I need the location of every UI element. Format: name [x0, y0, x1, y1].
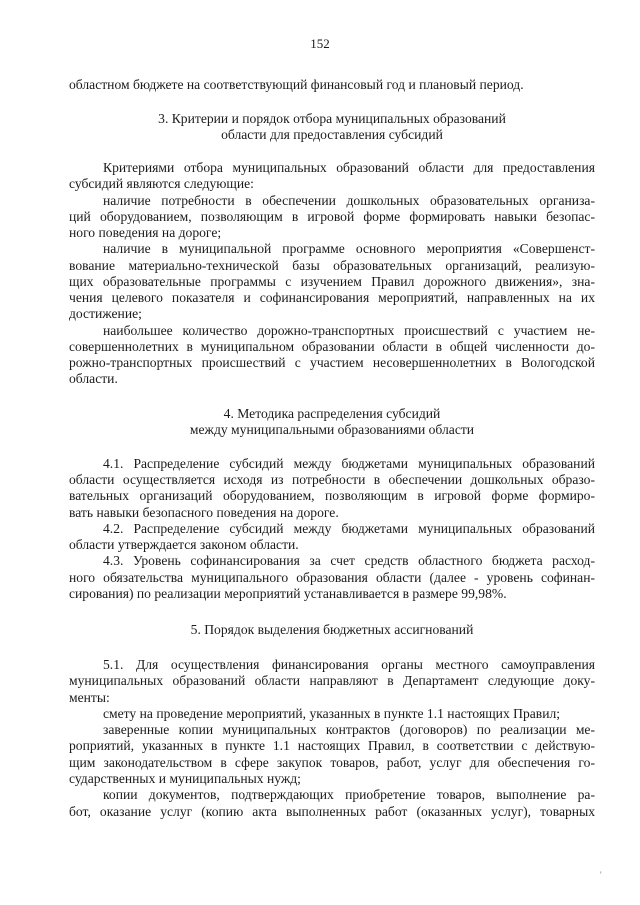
- intro-line: областном бюджете на соответствующий финансовый год и плановый период.: [69, 77, 524, 92]
- section3-text-line: чения целевого показателя и софинансирования мероприятий, направленных на их: [69, 290, 595, 305]
- section4-text-line: сирования) по реализации мероприятий устанавливается в размере 99,98%.: [69, 586, 507, 601]
- section3-text-line: субсидий являются следующие:: [69, 176, 254, 191]
- section5-text-line: 5.1. Для осуществления финансирования органы местного самоуправления: [103, 657, 595, 672]
- section3-text-line: ного поведения на дороге;: [69, 225, 222, 240]
- section5-text-line: щим законодательством в сфере закупок товаров, работ, услуг для обеспечения го-: [69, 755, 595, 770]
- section3-text-line: наличие потребности в обеспечении дошкольных образовательных организа-: [103, 193, 595, 208]
- section5-text-line: заверенные копии муниципальных контрактов (договоров) по реализации ме-: [103, 722, 595, 737]
- section5-text-line: смету на проведение мероприятий, указанных в пункте 1.1 настоящих Правил;: [103, 706, 561, 721]
- section3-text-line: ций оборудованием, позволяющим в игровой форме формировать навыки безопас-: [69, 209, 595, 224]
- page-number: 152: [310, 36, 330, 51]
- section3-text-line: Критериями отбора муниципальных образований области для предоставления: [103, 160, 595, 175]
- section4-heading-line2: между муниципальными образованиями области: [189, 422, 475, 437]
- section4-text-line: 4.3. Уровень софинансирования за счет средств областного бюджета расход-: [103, 553, 595, 568]
- section5-text-line: менты:: [69, 690, 110, 705]
- section3-text-line: наличие в муниципальной программе основного мероприятия «Совершенст-: [103, 241, 595, 256]
- section3-text-line: вование материально-технической базы образовательных организаций, реализую-: [69, 258, 595, 273]
- section3-heading-line2: области для предоставления субсидий: [221, 127, 443, 142]
- section4-text-line: вать навыки безопасного поведения на дороге.: [69, 505, 339, 520]
- section4-text-line: ного обязательства муниципального образования области (далее - уровень софинан-: [69, 570, 595, 585]
- section3-text-line: области.: [69, 371, 118, 386]
- section4-text-line: области утверждается законом области.: [69, 537, 299, 552]
- section5-text-line: роприятий, указанных в пункте 1.1 настоящих Правил, в соответствии с действую-: [69, 738, 595, 753]
- section3-text-line: щих образовательные программы с изучением Правил дорожного движения», зна-: [69, 274, 595, 289]
- section4-text-line: вательных организаций оборудованием, позволяющим в игровой форме формиро-: [69, 488, 595, 503]
- section3-text-line: рожно-транспортных происшествий с участием несовершеннолетних в Вологодской: [69, 355, 595, 370]
- section4-text-line: 4.2. Распределение субсидий между бюджетами муниципальных образований: [103, 521, 595, 536]
- section5-text-line: муниципальных образований области направляют в Департамент следующие доку-: [69, 673, 595, 688]
- section4-heading-line1: 4. Методика распределения субсидий: [223, 406, 441, 421]
- section3-text-line: совершеннолетних в муниципальном образовании области в общей численности до-: [69, 339, 595, 354]
- section4-text-line: 4.1. Распределение субсидий между бюджетами муниципальных образований: [103, 456, 595, 471]
- section3-heading-line1: 3. Критерии и порядок отбора муниципальных образований: [158, 111, 506, 126]
- section5-text-line: копии документов, подтверждающих приобретение товаров, выполнение ра-: [103, 787, 595, 802]
- section5-heading: 5. Порядок выделения бюджетных ассигнований: [190, 622, 474, 637]
- section5-text-line: сударственных и муниципальных нужд;: [69, 771, 301, 786]
- section3-text-line: наибольшее количество дорожно-транспортных происшествий с участием не-: [103, 323, 595, 338]
- section5-text-line: бот, оказание услуг (копию акта выполненных работ (оказанных услуг), товарных: [69, 804, 595, 819]
- scan-speck: ': [600, 870, 602, 880]
- section4-text-line: области осуществляется исходя из потребности в обеспечении дошкольных образо-: [69, 472, 595, 487]
- section3-text-line: достижение;: [69, 306, 142, 321]
